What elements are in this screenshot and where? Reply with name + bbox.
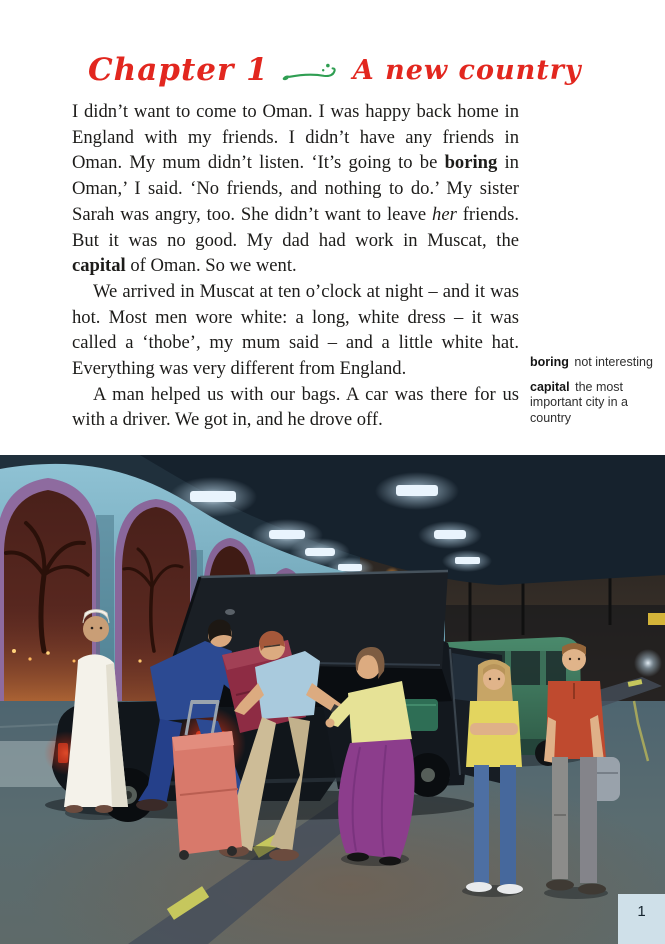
glossary-term: capital [530,379,570,394]
story-paragraph: I didn’t want to come to Oman. I was happy back home in England with my friends. I didn’t have any friends in Oman. My mum didn’t listen. ‘It’s going to be boring in Oman,’ I said. ‘No friends, and nothing to do.’ My sister Sarah was angry, too. She didn’t want to leave her friends. But it was no good. My dad had work in Muscat, the capital of Oman. So we went. [72,101,519,277]
glossary-definition: not interesting [574,355,653,369]
chapter-heading [88,52,582,88]
glossary [530,355,662,435]
chapter-title: A new country [352,54,582,86]
glossary-entry [530,355,662,371]
glossary-term: boring [530,355,569,369]
glossary-definition: the most important city in a country [530,379,628,425]
swirl-ornament-icon [281,60,341,88]
glossary-entry [530,380,662,427]
page-number: 1 [637,903,646,920]
story-text [72,99,519,433]
chapter-illustration [0,455,665,944]
page-number-badge [618,894,665,944]
story-paragraph: A man helped us with our bags. A car was there for us with a driver. We got in, and he drove off. [72,383,519,431]
story-paragraph: We arrived in Muscat at ten o’clock at night – and it was hot. Most men wore white: a long, white dress – it was called a ‘thobe’, my mum said – and a little white hat. Everything was very different from England. [72,280,519,380]
chapter-number: Chapter 1 [88,52,269,88]
